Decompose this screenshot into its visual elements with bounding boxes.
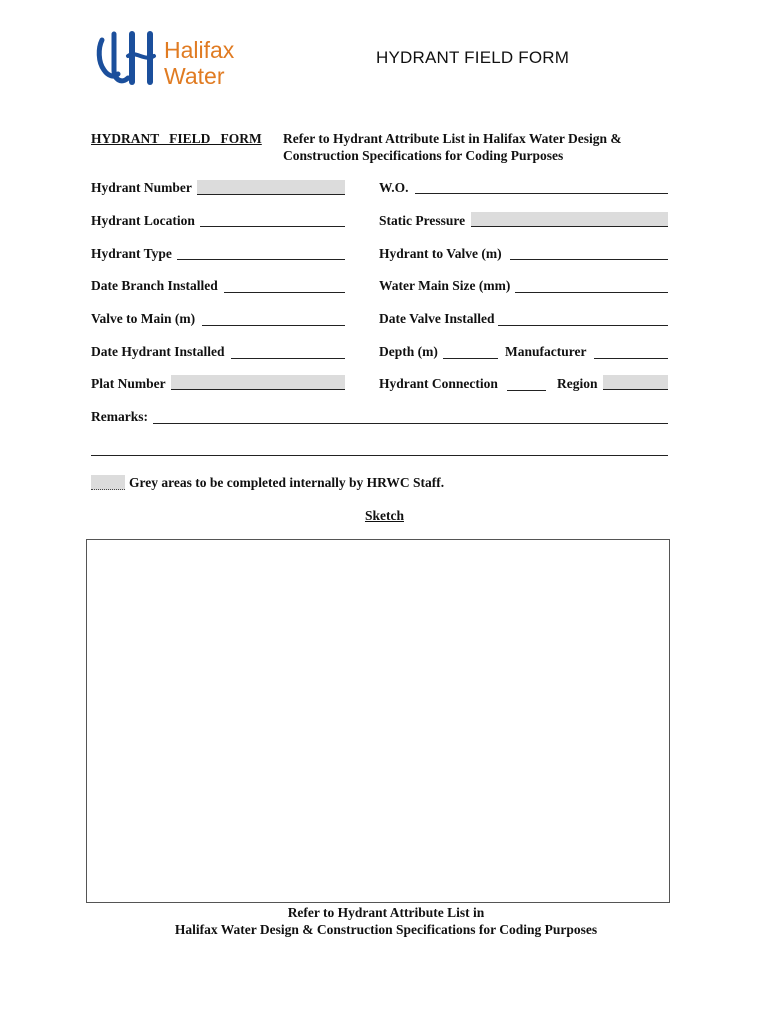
static-pressure-field[interactable] bbox=[471, 212, 668, 227]
grey-area-swatch bbox=[91, 475, 125, 490]
remarks-field-line1[interactable] bbox=[153, 423, 668, 424]
hydrant-to-valve-label: Hydrant to Valve (m) bbox=[379, 246, 502, 261]
date-hydrant-installed-label: Date Hydrant Installed bbox=[91, 344, 225, 359]
coding-note-line2: Construction Specifications for Coding Purposes bbox=[283, 148, 564, 163]
halifax-water-logo-icon bbox=[92, 30, 164, 90]
depth-label: Depth (m) bbox=[379, 344, 438, 359]
date-branch-installed-field[interactable] bbox=[224, 292, 345, 293]
date-branch-installed-label: Date Branch Installed bbox=[91, 278, 218, 293]
footer-note-line2: Halifax Water Design & Construction Specifications for Coding Purposes bbox=[174, 922, 598, 937]
logo-word-halifax: Halifax bbox=[164, 37, 235, 63]
wo-field[interactable] bbox=[415, 193, 668, 194]
hydrant-to-valve-field[interactable] bbox=[510, 259, 668, 260]
grey-area-note: Grey areas to be completed internally by HRWC Staff. bbox=[129, 475, 445, 490]
date-valve-installed-field[interactable] bbox=[498, 325, 668, 326]
hydrant-type-label: Hydrant Type bbox=[91, 246, 172, 261]
date-hydrant-installed-field[interactable] bbox=[231, 358, 345, 359]
page-title: HYDRANT FIELD FORM bbox=[376, 48, 570, 67]
valve-to-main-label: Valve to Main (m) bbox=[91, 311, 196, 326]
static-pressure-label: Static Pressure bbox=[379, 213, 466, 228]
hydrant-location-field[interactable] bbox=[200, 226, 345, 227]
remarks-label: Remarks: bbox=[91, 409, 148, 424]
date-valve-installed-label: Date Valve Installed bbox=[379, 311, 495, 326]
hydrant-number-field[interactable] bbox=[197, 180, 345, 195]
sketch-title: Sketch bbox=[364, 508, 404, 523]
water-main-size-label: Water Main Size (mm) bbox=[379, 278, 511, 293]
hydrant-connection-field[interactable] bbox=[507, 390, 546, 391]
plat-number-field[interactable] bbox=[171, 375, 345, 390]
logo-word-water: Water bbox=[164, 63, 225, 89]
wo-label: W.O. bbox=[379, 180, 409, 195]
manufacturer-label: Manufacturer bbox=[505, 344, 587, 359]
hydrant-location-label: Hydrant Location bbox=[91, 213, 195, 228]
region-label: Region bbox=[557, 376, 598, 391]
manufacturer-field[interactable] bbox=[594, 358, 668, 359]
halifax-water-logo bbox=[92, 30, 242, 90]
coding-note-line1: Refer to Hydrant Attribute List in Halifax Water Design & bbox=[283, 131, 622, 146]
hydrant-type-field[interactable] bbox=[177, 259, 345, 260]
remarks-field-line2[interactable] bbox=[91, 455, 668, 456]
depth-field[interactable] bbox=[443, 358, 498, 359]
plat-number-label: Plat Number bbox=[91, 376, 166, 391]
form-label: HYDRANT FIELD FORM bbox=[91, 131, 262, 146]
water-main-size-field[interactable] bbox=[515, 292, 668, 293]
sketch-area[interactable] bbox=[86, 539, 670, 903]
footer-note-line1: Refer to Hydrant Attribute List in bbox=[287, 905, 485, 920]
valve-to-main-field[interactable] bbox=[202, 325, 345, 326]
region-field[interactable] bbox=[603, 375, 668, 390]
hydrant-connection-label: Hydrant Connection bbox=[379, 376, 498, 391]
hydrant-number-label: Hydrant Number bbox=[91, 180, 192, 195]
